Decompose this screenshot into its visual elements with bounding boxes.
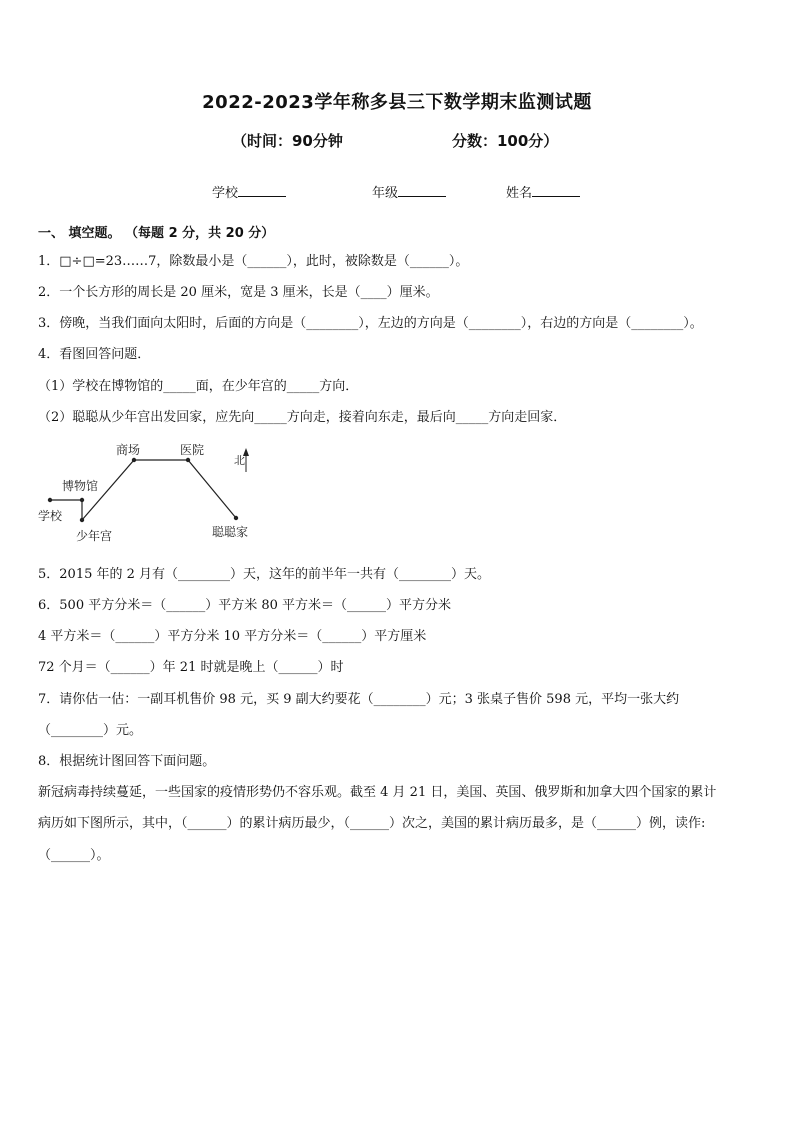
school-field[interactable] (212, 182, 286, 201)
question-6a: 6．500 平方分米＝（______）平方米 80 平方米＝（______）平方分米 (38, 598, 452, 613)
map-label-school: 学校 (38, 509, 63, 523)
question-3: 3．傍晚，当我们面向太阳时，后面的方向是（________），左边的方向是（________），右边的方向是（________）。 (38, 316, 703, 331)
north-arrow-icon (234, 448, 249, 472)
question-1: 1．□÷□=23……7，除数最小是（______），此时，被除数是（______）。 (38, 254, 469, 269)
question-8-para-2: 病历如下图所示，其中，（______）的累计病历最少，（______）次之，美国的累计病历最多，是（______）例，读作: (38, 816, 706, 831)
exam-time: （时间：90分钟 (232, 132, 343, 150)
question-4: 4．看图回答问题． (38, 347, 151, 362)
section-heading: 一、 填空题。 （每题 2 分，共 20 分） (38, 226, 275, 241)
question-4-2: （2）聪聪从少年宫出发回家，应先向_____方向走，接着向东走，最后向_____方向走回家． (38, 410, 567, 425)
question-8-para-1: 新冠病毒持续蔓延，一些国家的疫情形势仍不容乐观。截至 4 月 21 日，美国、英国、俄罗斯和加拿大四个国家的累计 (38, 785, 717, 800)
question-2: 2．一个长方形的周长是 20 厘米，宽是 3 厘米，长是（____）厘米。 (38, 285, 439, 300)
question-6b: 4 平方米＝（______）平方分米 10 平方分米＝（______）平方厘米 (38, 629, 427, 644)
direction-map (36, 440, 276, 550)
grade-label: 年级 (372, 186, 399, 201)
map-label-youth-palace: 少年宫 (76, 529, 113, 543)
grade-field[interactable] (372, 182, 446, 201)
question-4-1: （1）学校在博物馆的_____面，在少年宫的_____方向． (38, 379, 359, 394)
map-label-mall: 商场 (116, 443, 141, 457)
name-blank[interactable] (532, 184, 580, 197)
school-label: 学校 (212, 186, 239, 201)
question-8-para-3: （______）。 (38, 848, 110, 863)
page-title: 2022-2023学年称多县三下数学期末监测试题 (202, 92, 592, 113)
map-label-home: 聪聪家 (212, 525, 249, 539)
map-label-hospital: 医院 (180, 443, 205, 457)
exam-score: 分数：100分） (452, 132, 559, 150)
map-label-museum: 博物馆 (62, 479, 99, 493)
question-8: 8．根据统计图回答下面问题。 (38, 754, 216, 769)
question-7b: （________）元。 (38, 723, 143, 738)
question-5: 5．2015 年的 2 月有（________）天，这年的前半年一共有（________）天。 (38, 567, 491, 582)
school-blank[interactable] (238, 184, 286, 197)
question-7a: 7．请你估一估：一副耳机售价 98 元，买 9 副大约要花（________）元；3 张桌子售价 598 元，平均一张大约 (38, 692, 680, 707)
north-label: 北 (234, 454, 245, 467)
name-label: 姓名 (506, 186, 533, 201)
name-field[interactable] (506, 182, 580, 201)
grade-blank[interactable] (398, 184, 446, 197)
question-6c: 72 个月＝（______）年 21 时就是晚上（______）时 (38, 660, 344, 675)
